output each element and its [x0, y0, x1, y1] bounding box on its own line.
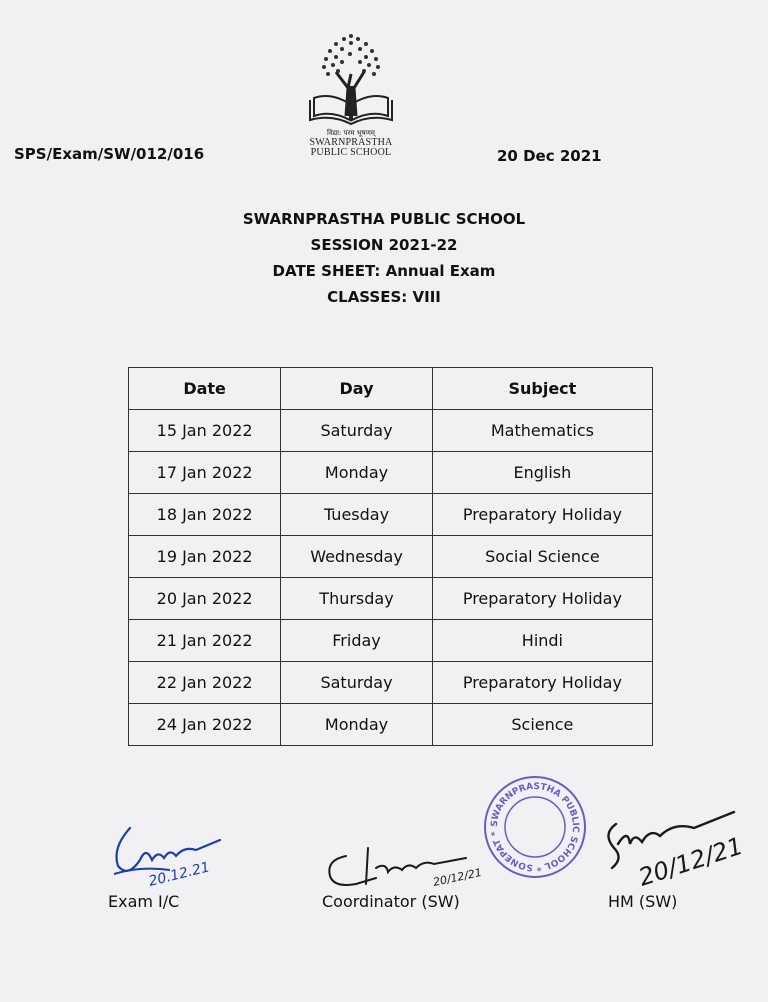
cell-date: 20 Jan 2022 [129, 578, 281, 620]
cell-day: Wednesday [281, 536, 433, 578]
exam-ic-label: Exam I/C [108, 892, 180, 911]
sheet-title: DATE SHEET: Annual Exam [272, 262, 496, 280]
table-row [129, 704, 653, 746]
table-row [129, 452, 653, 494]
table-row [129, 410, 653, 452]
reference-number: SPS/Exam/SW/012/016 [14, 145, 205, 163]
table-row [129, 494, 653, 536]
table-row [129, 578, 653, 620]
exam-ic-signature-date: 20.12.21 [147, 859, 212, 890]
cell-subject: Hindi [432, 620, 652, 662]
coordinator-label: Coordinator (SW) [322, 892, 460, 911]
cell-day: Friday [281, 620, 433, 662]
cell-subject: Preparatory Holiday [432, 494, 652, 536]
cell-day: Tuesday [281, 494, 433, 536]
table-row [129, 536, 653, 578]
tree-book-logo-icon [306, 28, 396, 128]
logo-name-line1: SWARNPRASTHA [309, 137, 393, 148]
session: SESSION 2021-22 [310, 236, 458, 254]
cell-day: Thursday [281, 578, 433, 620]
hm-label: HM (SW) [608, 892, 678, 911]
cell-date: 19 Jan 2022 [129, 536, 281, 578]
cell-day: Monday [281, 452, 433, 494]
cell-date: 22 Jan 2022 [129, 662, 281, 704]
cell-date: 18 Jan 2022 [129, 494, 281, 536]
hm-signature-date: 20/12/21 [635, 831, 747, 892]
classes: CLASSES: VIII [327, 288, 441, 306]
table-row [129, 620, 653, 662]
cell-subject: Social Science [432, 536, 652, 578]
svg-text:SWARNPRASTHA PUBLIC SCHOOL * S [490, 782, 580, 872]
cell-subject: Preparatory Holiday [432, 662, 652, 704]
cell-date: 24 Jan 2022 [129, 704, 281, 746]
school-logo [296, 28, 406, 168]
cell-subject: Preparatory Holiday [432, 578, 652, 620]
table-row [129, 662, 653, 704]
column-header-day: Day [281, 368, 433, 410]
column-header-date: Date [129, 368, 281, 410]
table-header-row [129, 368, 653, 410]
cell-subject: Mathematics [432, 410, 652, 452]
cell-day: Saturday [281, 662, 433, 704]
hm-signature [594, 798, 754, 893]
school-stamp [480, 772, 590, 882]
column-header-subject: Subject [432, 368, 652, 410]
school-name: SWARNPRASTHA PUBLIC SCHOOL [242, 210, 526, 228]
cell-subject: Science [432, 704, 652, 746]
issue-date: 20 Dec 2021 [497, 147, 602, 165]
document-heading [0, 206, 768, 310]
logo-name-line2: PUBLIC SCHOOL [310, 147, 392, 158]
coordinator-signature [316, 838, 496, 898]
coordinator-signature-date: 20/12/21 [431, 865, 483, 889]
exam-ic-signature [100, 820, 240, 895]
cell-subject: English [432, 452, 652, 494]
cell-day: Saturday [281, 410, 433, 452]
date-sheet-table [128, 367, 653, 746]
cell-date: 15 Jan 2022 [129, 410, 281, 452]
logo-motto: विद्या: परम भूषणम् [327, 129, 375, 137]
cell-date: 21 Jan 2022 [129, 620, 281, 662]
cell-day: Monday [281, 704, 433, 746]
cell-date: 17 Jan 2022 [129, 452, 281, 494]
stamp-text: SWARNPRASTHA PUBLIC SCHOOL * SONEPAT * [489, 781, 581, 873]
